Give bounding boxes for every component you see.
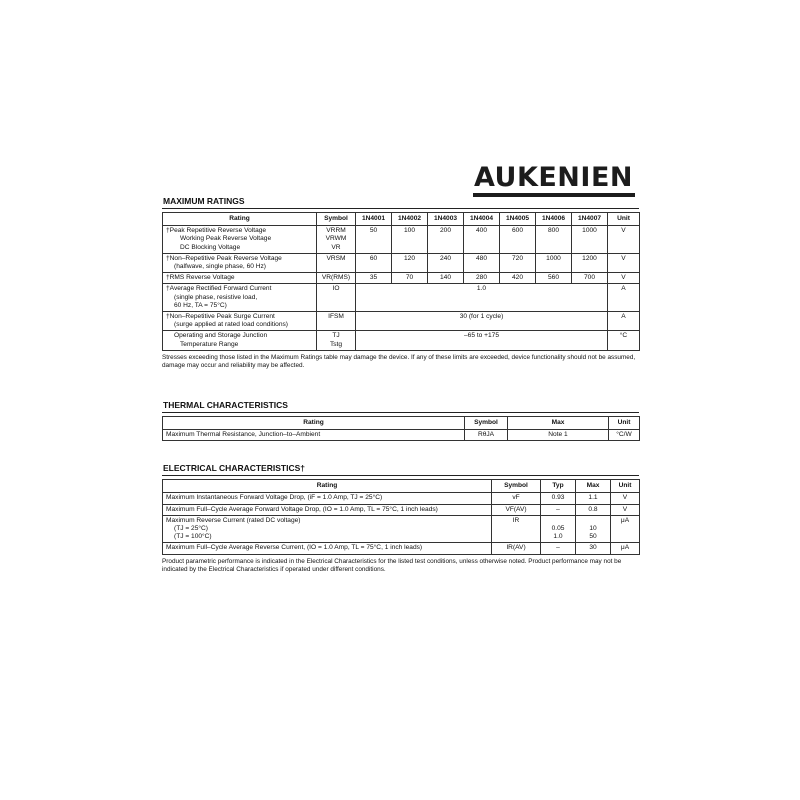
column-header: 1N4001 [356,213,392,226]
rating-cell: Maximum Full–Cycle Average Forward Voltage Drop, (IO = 1.0 Amp, TL = 75°C, 1 inch leads) [163,504,492,515]
rating-cell [163,312,317,331]
rating-text: Working Peak Reverse Voltage [180,235,272,243]
symbol-cell: IFSM [317,312,356,331]
value-cell: 1200 [572,253,608,272]
symbol-cell [317,331,356,350]
symbol-text: VRWM [325,235,347,243]
rating-text: (halfwave, single phase, 60 Hz) [174,263,266,271]
rating-cell: Maximum Instantaneous Forward Voltage Drop, (iF = 1.0 Amp, TJ = 25°C) [163,493,492,504]
unit-cell: μA [611,515,640,543]
symbol-cell: RθJA [465,430,508,441]
value-cell: 60 [356,253,392,272]
symbol-cell [317,226,356,254]
rating-text: †Average Rectified Forward Current [166,285,272,293]
symbol-text: Tstg [329,340,343,348]
table-row [163,312,640,331]
table-row [163,331,640,350]
logo-row [162,160,639,196]
rating-text: (single phase, resistive load, [174,293,258,301]
brand-logo: AUKENIEN [473,162,633,193]
max-ratings-title: MAXIMUM RATINGS [163,196,245,206]
rating-text: †Non–Repetitive Peak Surge Current [166,313,275,321]
column-header: Symbol [465,416,508,429]
rating-text: DC Blocking Voltage [180,243,241,251]
column-header: Rating [163,480,492,493]
table-row [163,273,640,284]
typ-cell: – [541,504,576,515]
rating-text: †Peak Repetitive Reverse Voltage [166,227,267,235]
table-row [163,504,640,515]
typ-cell [541,515,576,543]
thermal-header-row [163,416,640,429]
table-row [163,430,640,441]
unit-cell: °C/W [609,430,640,441]
value-cell: 50 [356,226,392,254]
column-header: 1N4006 [536,213,572,226]
electrical-note: Product parametric performance is indicated in the Electrical Characteristics for the listed test conditions, unless otherwise noted. Product performance may not be indicated by the Electrical Characteristics if operated under different conditions. [162,557,622,573]
rating-cell [163,253,317,272]
value-cell: 70 [392,273,428,284]
rating-text: Operating and Storage Junction [174,332,268,340]
column-header: 1N4007 [572,213,608,226]
rating-text: 60 Hz, TA = 75°C) [174,301,227,309]
datasheet-page [162,160,639,574]
column-header: Typ [541,480,576,493]
electrical-header-row [163,480,640,493]
value-cell: 420 [500,273,536,284]
column-header: 1N4004 [464,213,500,226]
column-header: Max [576,480,611,493]
value-cell: 200 [428,226,464,254]
symbol-text: VR [331,243,341,251]
max-cell: 1.1 [576,493,611,504]
unit-cell: V [611,504,640,515]
column-header: 1N4005 [500,213,536,226]
typ-cell: 0.93 [541,493,576,504]
rating-text: Maximum Reverse Current (rated DC voltage) [166,516,301,524]
value-cell: 720 [500,253,536,272]
column-header: 1N4002 [392,213,428,226]
symbol-text: TJ [332,332,340,340]
value-cell: 1000 [572,226,608,254]
column-header: Unit [609,416,640,429]
rating-text: (TJ = 100°C) [174,533,212,541]
value-cell: 700 [572,273,608,284]
rating-cell [163,515,492,543]
max-value: 10 [589,525,597,533]
table-row [163,226,640,254]
rating-text: †Non–Repetitive Peak Reverse Voltage [166,254,282,262]
value-cell: 480 [464,253,500,272]
value-cell: 560 [536,273,572,284]
column-header: Max [508,416,609,429]
column-header: Unit [608,213,640,226]
rating-cell [163,331,317,350]
column-header: Rating [163,213,317,226]
value-cell: 600 [500,226,536,254]
table-row [163,515,640,543]
max-cell: 0.8 [576,504,611,515]
span-value-cell: –65 to +175 [356,331,608,350]
unit-cell: V [611,493,640,504]
column-header: Rating [163,416,465,429]
value-cell: 100 [392,226,428,254]
value-cell: 400 [464,226,500,254]
rating-text: (TJ = 25°C) [174,525,208,533]
unit-cell: V [608,273,640,284]
rating-cell: †RMS Reverse Voltage [163,273,317,284]
value-cell: 800 [536,226,572,254]
symbol-cell: vF [492,493,541,504]
column-header: 1N4003 [428,213,464,226]
symbol-cell: IO [317,284,356,312]
unit-cell: V [608,253,640,272]
max-ratings-table [162,212,640,351]
section-rule [162,412,639,413]
column-header: Unit [611,480,640,493]
max-value: 50 [589,533,597,541]
electrical-table [162,479,640,554]
span-value-cell: 30 (for 1 cycle) [356,312,608,331]
column-header: Symbol [492,480,541,493]
table-row [163,284,640,312]
span-value-cell: 1.0 [356,284,608,312]
unit-cell: °C [608,331,640,350]
column-header: Symbol [317,213,356,226]
typ-value: 0.05 [551,525,565,533]
symbol-text: VRRM [326,227,346,235]
thermal-title: THERMAL CHARACTERISTICS [163,399,288,410]
symbol-cell: VRSM [317,253,356,272]
unit-cell: μA [611,543,640,554]
symbol-cell: IR(AV) [492,543,541,554]
value-cell: 35 [356,273,392,284]
typ-value: 1.0 [553,533,563,541]
rating-text: Temperature Range [180,340,239,348]
typ-cell: – [541,543,576,554]
unit-cell: A [608,284,640,312]
symbol-cell: IR [492,515,541,543]
section-rule [162,208,639,209]
table-row [163,493,640,504]
value-cell: 240 [428,253,464,272]
value-cell: 280 [464,273,500,284]
unit-cell: V [608,226,640,254]
symbol-cell: VR(RMS) [317,273,356,284]
table-row [163,543,640,554]
unit-cell: A [608,312,640,331]
value-cell: 1000 [536,253,572,272]
value-cell: 140 [428,273,464,284]
symbol-cell: VF(AV) [492,504,541,515]
rating-cell [163,226,317,254]
rating-cell [163,284,317,312]
electrical-title: ELECTRICAL CHARACTERISTICS† [163,463,305,474]
section-rule [162,475,639,476]
max-ratings-header-row [163,213,640,226]
max-cell [576,515,611,543]
max-cell: 30 [576,543,611,554]
rating-cell: Maximum Thermal Resistance, Junction–to–Ambient [163,430,465,441]
max-cell: Note 1 [508,430,609,441]
value-cell: 120 [392,253,428,272]
rating-text: (surge applied at rated load conditions) [174,321,288,329]
table-row [163,253,640,272]
rating-cell: Maximum Full–Cycle Average Reverse Current, (IO = 1.0 Amp, TL = 75°C, 1 inch leads) [163,543,492,554]
thermal-table [162,416,640,441]
logo-underline [473,193,635,197]
max-ratings-note: Stresses exceeding those listed in the Maximum Ratings table may damage the device. If any of these limits are exceeded, device functionality should not be assumed, damage may occur and reliability may be affected. [162,353,636,369]
